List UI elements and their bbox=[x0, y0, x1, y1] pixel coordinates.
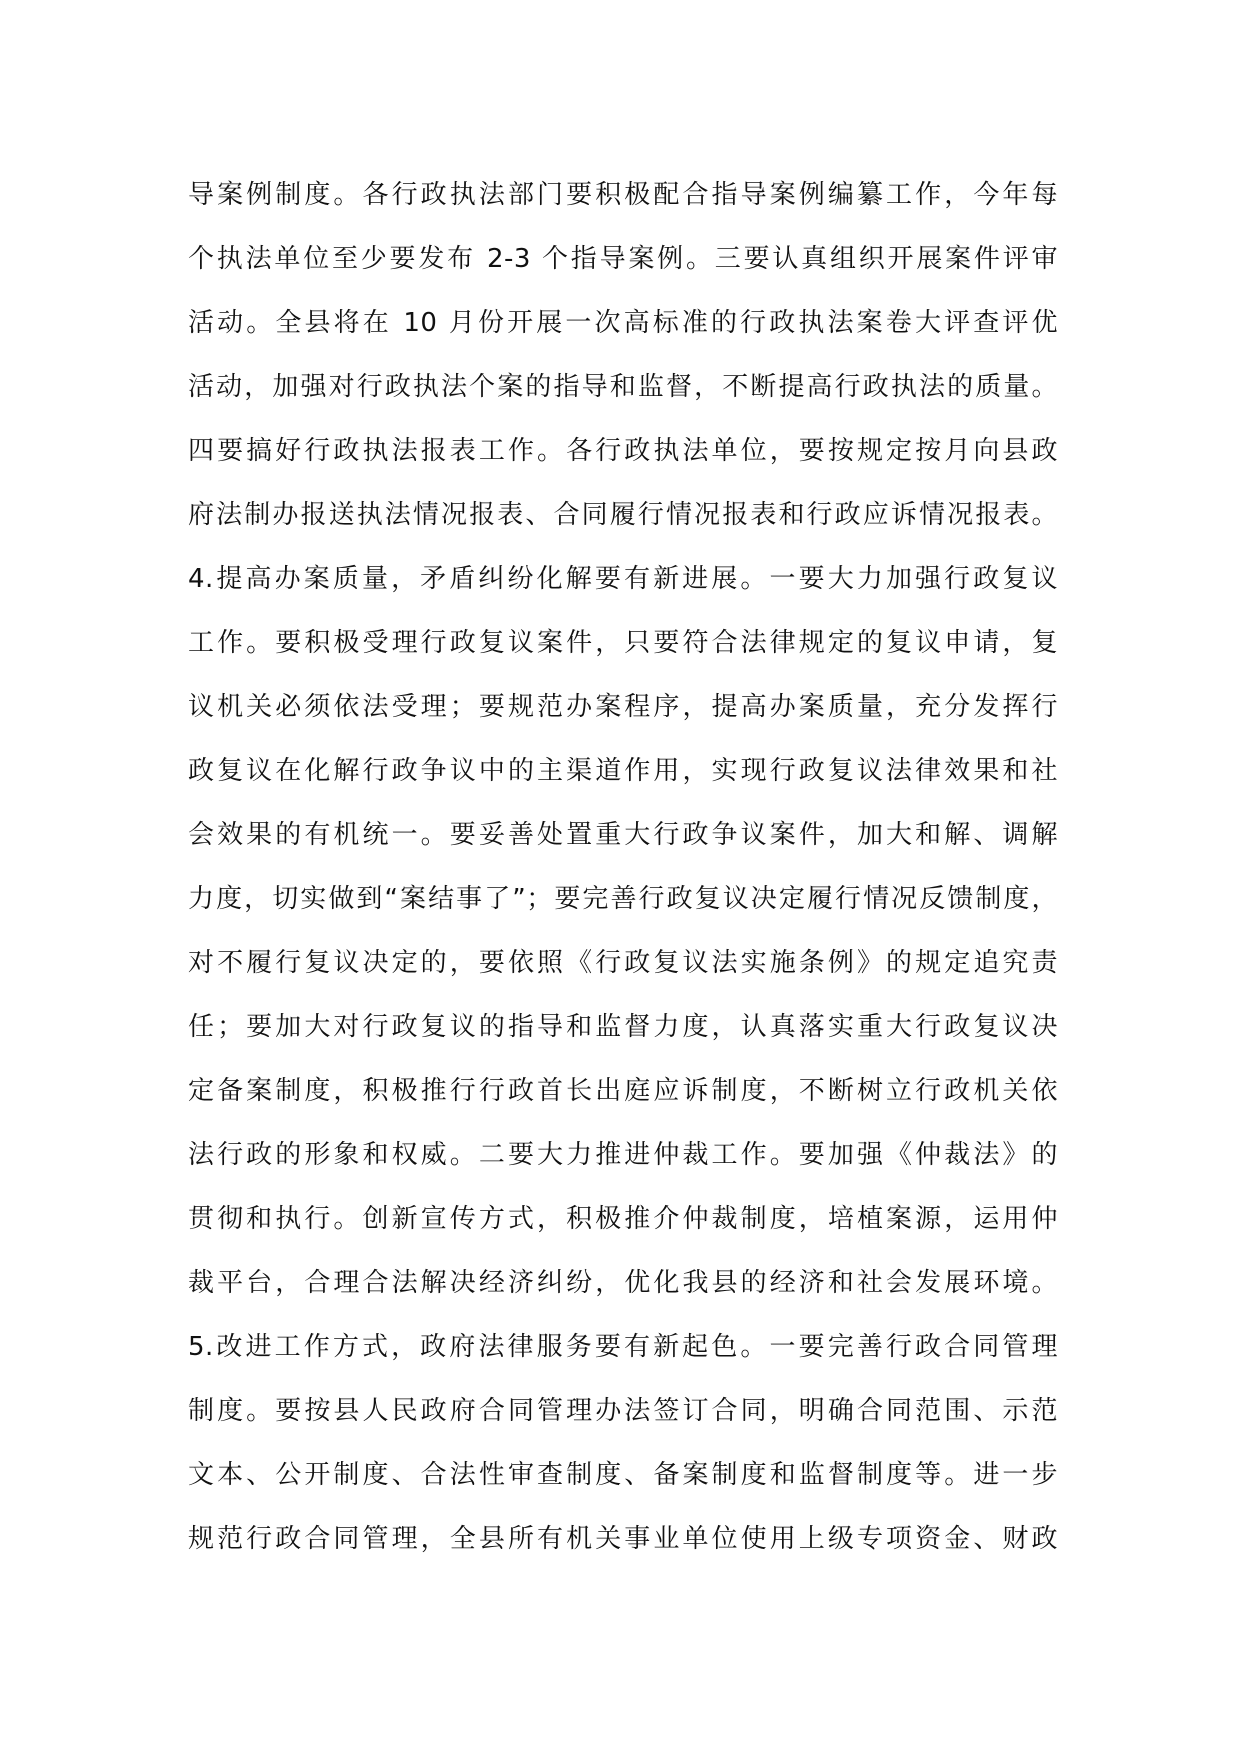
body-text bbox=[188, 163, 1058, 1571]
text-line: 对不履行复议决定的，要依照《行政复议法实施条例》的规定追究责 bbox=[188, 948, 1058, 978]
text-line: 府法制办报送执法情况报表、合同履行情况报表和行政应诉情况报表。 bbox=[188, 500, 1058, 530]
text-line: 定备案制度，积极推行行政首长出庭应诉制度，不断树立行政机关依 bbox=[188, 1076, 1058, 1106]
text-line: 导案例制度。各行政执法部门要积极配合指导案例编纂工作，今年每 bbox=[188, 180, 1058, 210]
text-line: 法行政的形象和权威。二要大力推进仲裁工作。要加强《仲裁法》的 bbox=[188, 1140, 1058, 1170]
text-line: 力度，切实做到“案结事了”；要完善行政复议决定履行情况反馈制度， bbox=[188, 884, 1058, 914]
text-line: 工作。要积极受理行政复议案件，只要符合法律规定的复议申请，复 bbox=[188, 628, 1058, 658]
text-line: 裁平台，合理合法解决经济纠纷，优化我县的经济和社会发展环境。 bbox=[188, 1268, 1058, 1298]
text-line: 会效果的有机统一。要妥善处置重大行政争议案件，加大和解、调解 bbox=[188, 820, 1058, 850]
text-line: 活动，加强对行政执法个案的指导和监督，不断提高行政执法的质量。 bbox=[188, 372, 1058, 402]
text-line: 贯彻和执行。创新宣传方式，积极推介仲裁制度，培植案源，运用仲 bbox=[188, 1204, 1058, 1234]
text-line: 5.改进工作方式，政府法律服务要有新起色。一要完善行政合同管理 bbox=[188, 1332, 1058, 1362]
text-line: 任；要加大对行政复议的指导和监督力度，认真落实重大行政复议决 bbox=[188, 1012, 1058, 1042]
text-line: 活动。全县将在 10 月份开展一次高标准的行政执法案卷大评查评优 bbox=[188, 308, 1058, 338]
text-line: 制度。要按县人民政府合同管理办法签订合同，明确合同范围、示范 bbox=[188, 1396, 1058, 1426]
text-line: 个执法单位至少要发布 2-3 个指导案例。三要认真组织开展案件评审 bbox=[188, 244, 1058, 274]
text-line: 文本、公开制度、合法性审查制度、备案制度和监督制度等。进一步 bbox=[188, 1460, 1058, 1490]
text-line: 议机关必须依法受理；要规范办案程序，提高办案质量，充分发挥行 bbox=[188, 692, 1058, 722]
text-line: 政复议在化解行政争议中的主渠道作用，实现行政复议法律效果和社 bbox=[188, 756, 1058, 786]
text-line: 规范行政合同管理，全县所有机关事业单位使用上级专项资金、财政 bbox=[188, 1524, 1058, 1554]
text-line: 四要搞好行政执法报表工作。各行政执法单位，要按规定按月向县政 bbox=[188, 436, 1058, 466]
text-line: 4.提高办案质量，矛盾纠纷化解要有新进展。一要大力加强行政复议 bbox=[188, 564, 1058, 594]
